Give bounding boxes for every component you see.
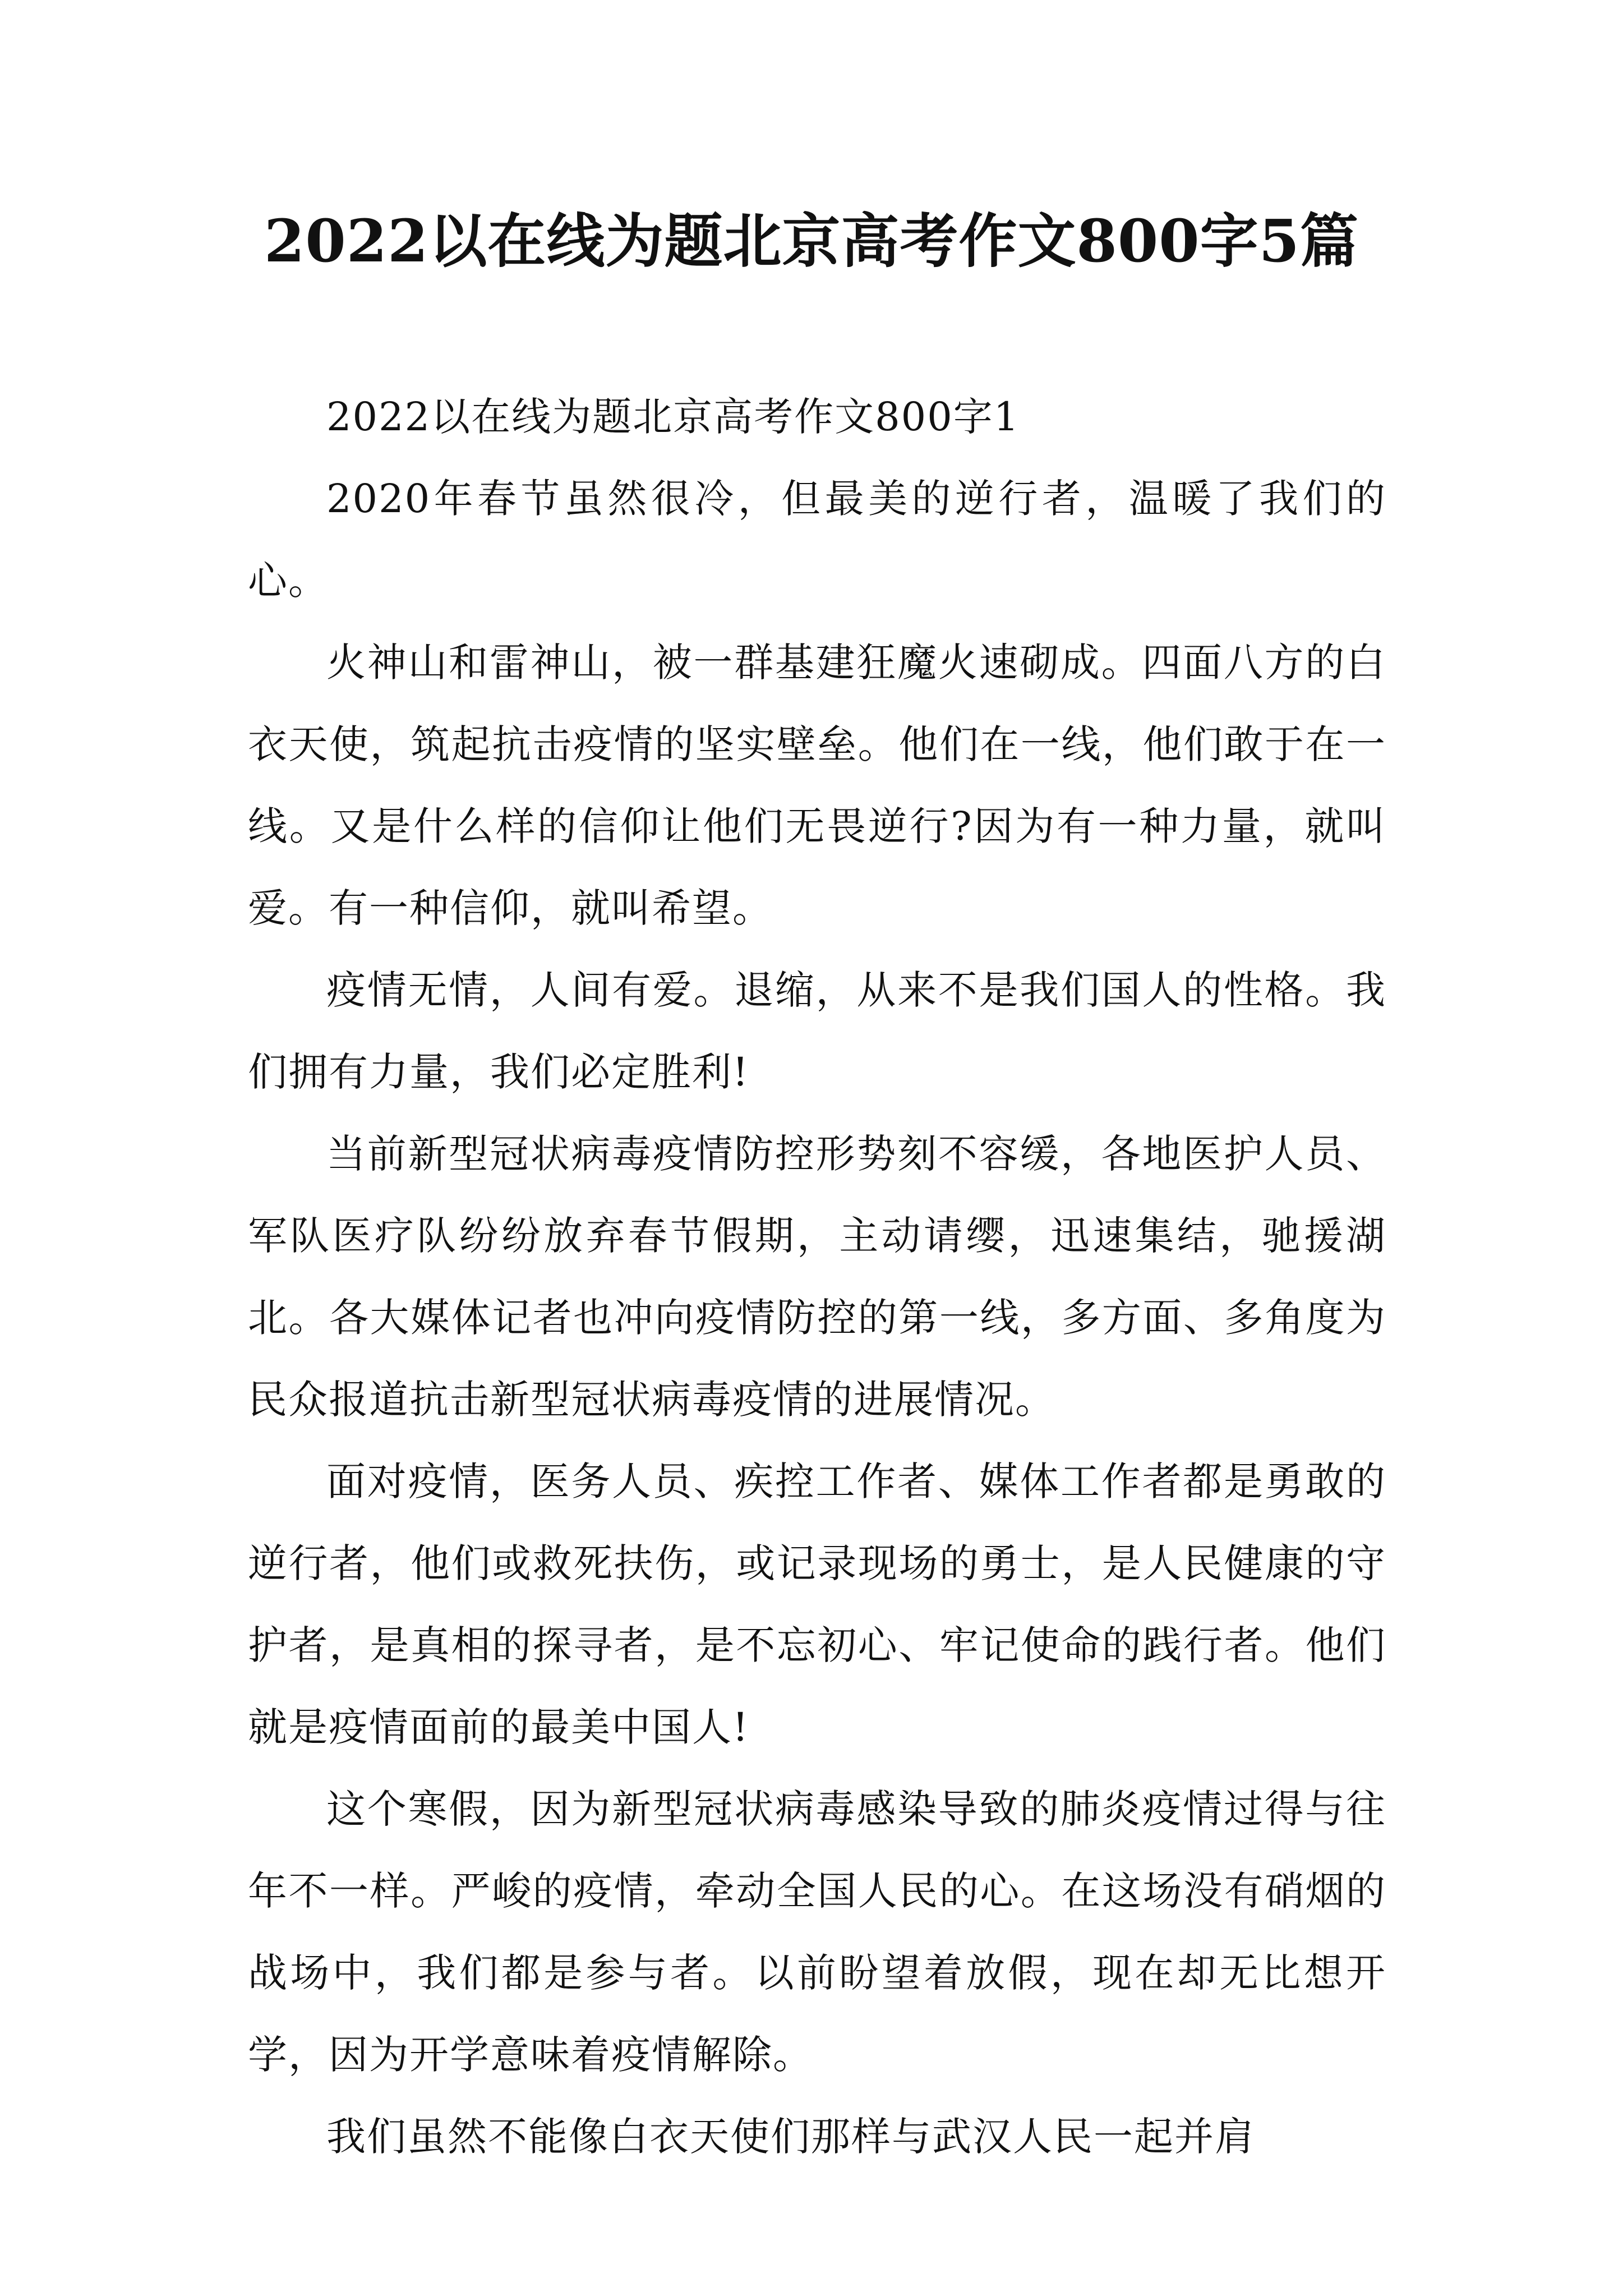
paragraph: 我们虽然不能像白衣天使们那样与武汉人民一起并肩 <box>326 2114 1255 2160</box>
essay-heading: 2022以在线为题北京高考作文800字1 <box>326 394 1020 440</box>
paragraph: 当前新型冠状病毒疫情防控形势刻不容缓，各地医护人员、军队医疗队纷纷放弃春节假期，主动请缨，迅速集结，驰援湖北。各大媒体记者也冲向疫情防控的第一线，多方面、多角度为民众报道抗击新型冠状病毒疫情的进展情况。 <box>248 1131 1386 1423</box>
paragraph: 这个寒假，因为新型冠状病毒感染导致的肺炎疫情过得与往年不一样。严峻的疫情，牵动全国人民的心。在这场没有硝烟的战场中，我们都是参与者。以前盼望着放假，现在却无比想开学，因为开学意味着疫情解除。 <box>248 1786 1386 2078</box>
document-title: 2022以在线为题北京高考作文800字5篇 <box>264 206 1359 275</box>
paragraph: 火神山和雷神山，被一群基建狂魔火速砌成。四面八方的白衣天使，筑起抗击疫情的坚实壁垒。他们在一线，他们敢于在一线。又是什么样的信仰让他们无畏逆行?因为有一种力量，就叫爱。有一种信仰，就叫希望。 <box>248 639 1386 931</box>
paragraph: 面对疫情，医务人员、疾控工作者、媒体工作者都是勇敢的逆行者，他们或救死扶伤，或记录现场的勇士，是人民健康的守护者，是真相的探寻者，是不忘初心、牢记使命的践行者。他们就是疫情面前的最美中国人! <box>248 1458 1386 1750</box>
paragraph: 疫情无情，人间有爱。退缩，从来不是我们国人的性格。我们拥有力量，我们必定胜利! <box>248 967 1386 1095</box>
document-body <box>248 376 1386 2178</box>
paragraph: 2020年春节虽然很冷，但最美的逆行者，温暖了我们的心。 <box>248 476 1386 604</box>
